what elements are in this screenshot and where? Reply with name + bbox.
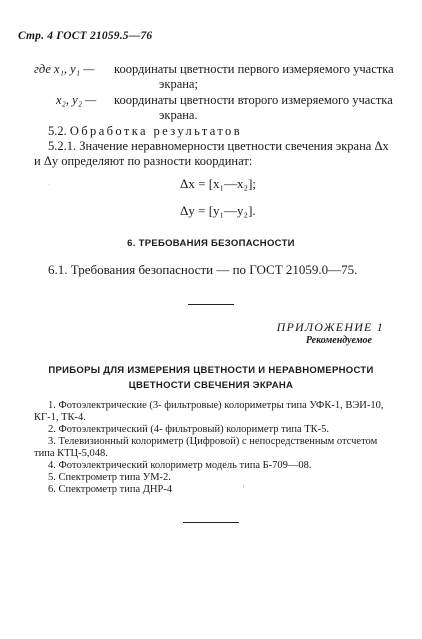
definition-2-cont: экрана. <box>159 108 198 122</box>
appendix-subtitle: Рекомендуемое <box>305 335 372 346</box>
definition-1-cont: экрана; <box>159 77 198 91</box>
definition-1 <box>34 62 94 77</box>
para-5-2-1-line2: и Δy определяют по разности координат: <box>34 154 253 168</box>
list-item-5: 5. Спектрометр типа УМ-2. <box>48 472 171 483</box>
definition-1-text: координаты цветности первого измеряемого участка <box>114 62 394 76</box>
para-6-1: 6.1. Требования безопасности — по ГОСТ 21059.0—75. <box>48 262 358 277</box>
definition-2-text: координаты цветности второго измеряемого участка <box>114 93 393 107</box>
definition-2-symbol: x₂, y₂ — <box>56 93 97 107</box>
list-item-3-line1: 3. Телевизионный колориметр (Цифровой) с непосредственным отсчетом <box>48 436 378 447</box>
list-item-2: 2. Фотоэлектрический (4- фильтровый) колориметр типа ТК-5. <box>48 424 330 435</box>
scan-dot: · <box>48 182 50 188</box>
section-6-heading: 6. ТРЕБОВАНИЯ БЕЗОПАСНОСТИ <box>127 238 295 249</box>
section-5-2-heading <box>48 124 242 139</box>
appendix-heading-line2: ЦВЕТНОСТИ СВЕЧЕНИЯ ЭКРАНА <box>128 380 294 391</box>
divider-short <box>188 304 234 305</box>
appendix-title: ПРИЛОЖЕНИЕ 1 <box>276 320 384 334</box>
list-item-3-line2: типа КТЦ-5,048. <box>34 448 108 459</box>
definition-2 <box>56 93 96 108</box>
scan-mark: ' <box>243 484 245 493</box>
divider-end <box>183 522 239 523</box>
para-5-2-1-line1: 5.2.1. Значение неравномерности цветности свечения экрана Δx <box>48 139 389 153</box>
appendix-heading-line1: ПРИБОРЫ ДЛЯ ИЗМЕРЕНИЯ ЦВЕТНОСТИ И НЕРАВНОМЕРНОСТИ <box>48 365 374 376</box>
section-5-2-number: 5.2. <box>48 124 67 138</box>
list-item-1-line1: 1. Фотоэлектрические (3- фильтровые) колориметры типа УФК-1, ВЭИ-10, <box>48 400 384 411</box>
list-item-1-line2: КГ-1, ТК-4. <box>34 412 86 423</box>
list-item-6: 6. Спектрометр типа ДНР-4 <box>48 484 173 495</box>
formula-dy: Δy = [y₁—y₂]. <box>180 203 256 218</box>
formula-dx: Δx = [x₁—x₂]; <box>180 176 257 191</box>
section-5-2-title: Обработка результатов <box>69 124 243 138</box>
list-item-4: 4. Фотоэлектрический колориметр модель типа Б-709—08. <box>48 460 312 471</box>
definition-1-symbol: где x₁, y₁ — <box>34 62 95 76</box>
page-header: Стр. 4 ГОСТ 21059.5—76 <box>18 30 153 42</box>
